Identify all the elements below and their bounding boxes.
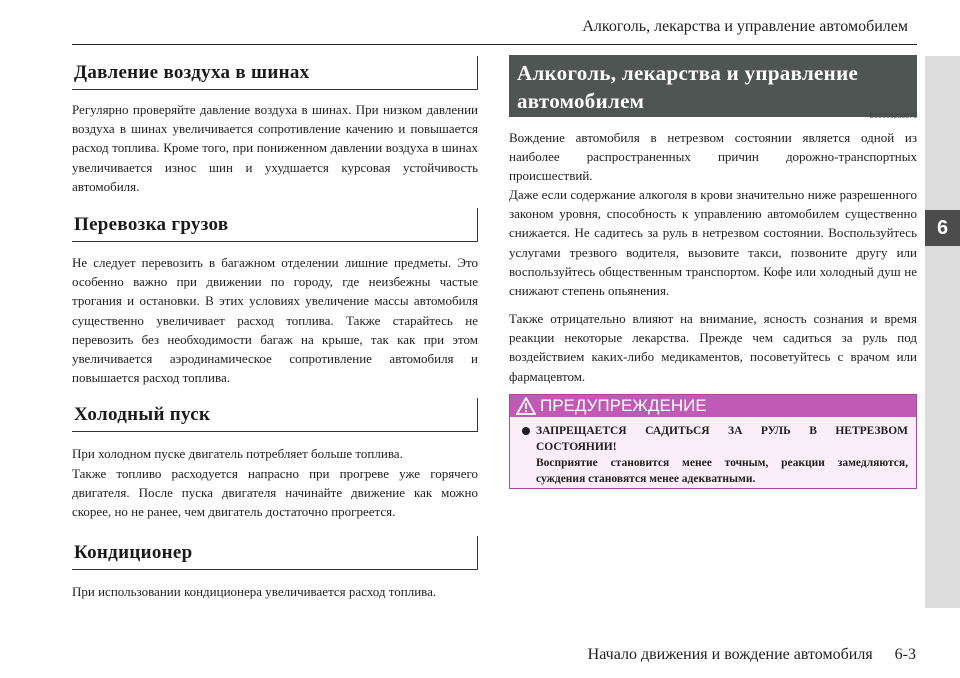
warning-item-text: Восприятие становится менее точным, реакции замедляются, суждения становятся менее адекватными.	[536, 457, 908, 485]
warning-box	[509, 394, 917, 489]
para-tire-pressure: Регулярно проверяйте давление воздуха в шинах. При низком давлении воздуха в шинах увеличивается сопротивление качению и повышается расход топлива. Кроме того, при пониженном давлении воздуха в шинах увеличивается износ шин и ухудшается курсовая устойчивость автомобиля.	[72, 102, 478, 194]
heading-tire-pressure: Давление воздуха в шинах	[72, 56, 478, 90]
para-alcohol-1: Вождение автомобиля в нетрезвом состоянии является одной из наиболее распространенных причин дорожно-транспортных происшествий.	[509, 130, 917, 184]
bullet-icon	[522, 427, 530, 435]
side-tab	[925, 56, 960, 608]
page-footer	[588, 646, 916, 664]
para-alcohol-3: Также отрицательно влияют на внимание, ясность сознания и время реакции некоторые лекарства. Прежде чем садиться за руль под воздействием каких-либо медикаментов, посоветуйтесь с врачом или фармацевтом.	[509, 311, 917, 384]
warning-triangle-icon	[516, 397, 536, 415]
heading-alcohol: Алкоголь, лекарства и управление автомобилем	[509, 55, 917, 117]
chapter-tab[interactable]: 6	[925, 210, 960, 246]
heading-cold-start: Холодный пуск	[72, 398, 478, 432]
running-title: Алкоголь, лекарства и управление автомобилем	[582, 18, 908, 35]
warning-header	[510, 395, 916, 417]
top-rule	[72, 44, 917, 45]
heading-ac: Кондиционер	[72, 536, 478, 570]
para-alcohol-2: Даже если содержание алкоголя в крови значительно ниже разрешенного законом уровня, способность к управлению автомобилем существенно снижается. Не садитесь за руль в нетрезвом состоянии. Воспользуйтесь услугами трезвого водителя, вызовите такси, позвоните другу или воспользуйтесь общественным транспортом. Кофе или холодный душ не снижают степень опьянения.	[509, 187, 917, 299]
para-cold-start-2: Также топливо расходуется напрасно при прогреве уже горячего двигателя. После пуска двигателя начинайте движение как можно скорее, но не ранее, чем двигатель достаточно прогреется.	[72, 466, 478, 520]
para-ac: При использовании кондиционера увеличивается расход топлива.	[72, 584, 437, 599]
warning-body	[510, 417, 916, 487]
para-cold-start-1: При холодном пуске двигатель потребляет больше топлива.	[72, 446, 403, 461]
heading-cargo: Перевозка грузов	[72, 208, 478, 242]
page-number: 6-3	[894, 646, 916, 663]
para-cargo: Не следует перевозить в багажном отделении лишние предметы. Это особенно важно при движении по городу, где неизбежны частые трогания и остановки. В этих условиях увеличение массы автомобиля существенно увеличивает расход топлива. Также старайтесь не перевозить без необходимости багаж на крыше, так как при этом увеличивается аэродинамическое сопротивление автомобиля и повышается расход топлива.	[72, 255, 478, 386]
warning-item-title: ЗАПРЕЩАЕТСЯ САДИТЬСЯ ЗА РУЛЬ В НЕТРЕЗВОМ СОСТОЯНИИ!	[536, 425, 908, 453]
warning-item	[522, 423, 908, 487]
footer-section: Начало движения и вождение автомобиля	[587, 646, 873, 663]
section-code: E00600200070	[869, 113, 917, 120]
warning-label: ПРЕДУПРЕЖДЕНИЕ	[540, 396, 707, 415]
